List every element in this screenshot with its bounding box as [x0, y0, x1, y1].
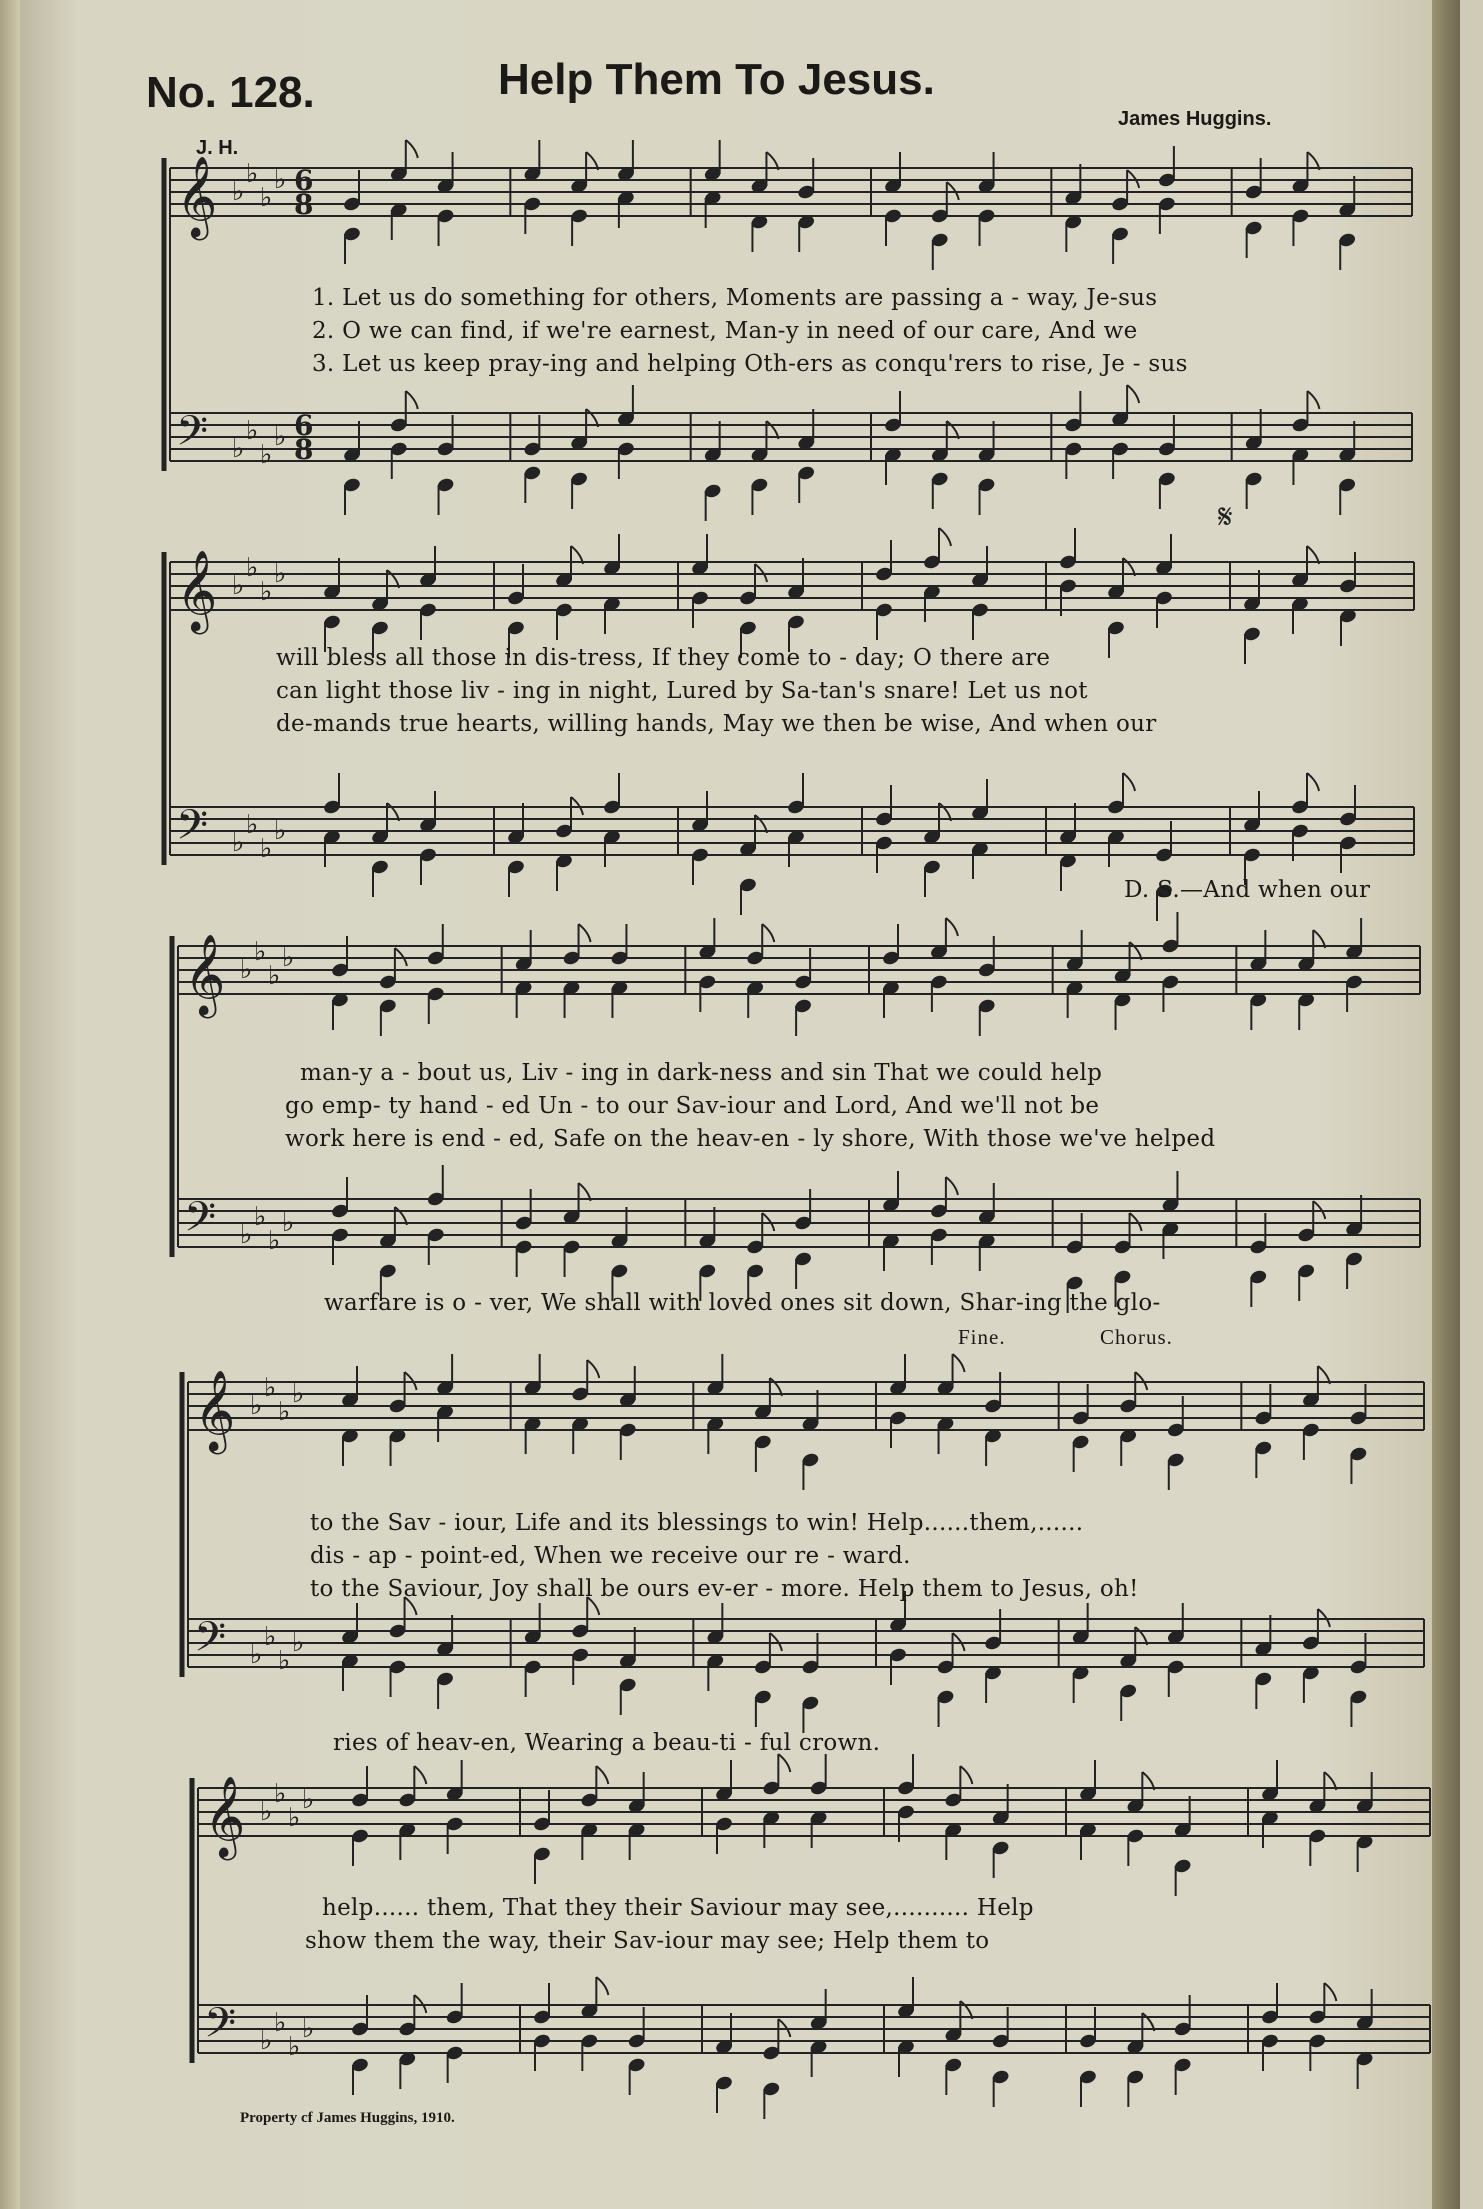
treble-clef-icon: 𝄞: [194, 1369, 236, 1451]
flat-icon: ♭: [264, 1373, 277, 1403]
verse-1-line-system-3: man-y a - bout us, Liv - ing in dark-ness and sin That we could help: [300, 1060, 1103, 1086]
verse-2-line-system-2: can light those liv - ing in night, Lured by Sa-tan's snare! Let us not: [276, 678, 1088, 704]
flat-icon: ♭: [240, 1220, 253, 1250]
note-flag: [1123, 773, 1135, 791]
flat-icon: ♭: [302, 2014, 315, 2044]
note-flag: [946, 1177, 958, 1195]
bass-clef-icon: 𝄢: [184, 1193, 217, 1251]
flat-icon: ♭: [250, 1391, 263, 1421]
flat-icon: ♭: [282, 943, 295, 973]
composer-credit: James Huggins.: [1118, 108, 1272, 130]
note-flag: [946, 918, 958, 936]
flat-icon: ♭: [240, 955, 253, 985]
lyricist-credit: J. H.: [196, 137, 239, 159]
bass-clef-icon: 𝄢: [194, 1613, 227, 1671]
flat-icon: ♭: [282, 1208, 295, 1238]
copyright-footer: Property cf James Huggins, 1910.: [240, 2110, 455, 2126]
flat-icon: ♭: [274, 816, 287, 846]
note-flag: [1127, 385, 1139, 403]
verse-1-line-system-4: to the Sav - iour, Life and its blessings to win! Help......them,......: [310, 1510, 1084, 1536]
note-flag: [414, 1766, 426, 1784]
flat-icon: ♭: [274, 559, 287, 589]
chorus-line-2: show them the way, their Sav-iour may see; Help them to: [305, 1928, 990, 1954]
note-flag: [960, 1766, 972, 1784]
flat-icon: ♭: [274, 2008, 287, 2038]
flat-icon: ♭: [260, 183, 273, 213]
flat-icon: ♭: [260, 2026, 273, 2056]
chorus-line-1: help...... them, That they their Saviour may see,.......... Help: [322, 1895, 1034, 1921]
verse-1-line-system-1: 1. Let us do something for others, Moments are passing a - way, Je-sus: [312, 285, 1158, 311]
flat-icon: ♭: [260, 440, 273, 470]
flat-icon: ♭: [254, 937, 267, 967]
note-flag: [762, 924, 774, 942]
note-flag: [596, 1766, 608, 1784]
flat-icon: ♭: [264, 1622, 277, 1652]
flat-icon: ♭: [260, 577, 273, 607]
ds-lyric-system-3: warfare is o - ver, We shall with loved ones sit down, Shar-ing the glo-: [324, 1290, 1161, 1316]
verse-2-line-system-4: dis - ap - point-ed, When we receive our re - ward.: [310, 1543, 911, 1569]
ds-lyric-system-4: ries of heav-en, Wearing a beau-ti - ful crown.: [333, 1730, 881, 1756]
bass-clef-icon: 𝄢: [176, 801, 209, 859]
flat-icon: ♭: [292, 1379, 305, 1409]
ds-text-system-2: D. S.—And when our: [1124, 877, 1371, 903]
note-flag: [596, 1977, 608, 1995]
flat-icon: ♭: [274, 422, 287, 452]
note-flag: [579, 924, 591, 942]
verse-2-line-system-1: 2. O we can find, if we're earnest, Man-y in need of our care, And we: [312, 318, 1138, 344]
chorus-marking: Chorus.: [1100, 1325, 1173, 1349]
note-flag: [406, 140, 418, 158]
flat-icon: ♭: [274, 165, 287, 195]
flat-icon: ♭: [232, 571, 245, 601]
flat-icon: ♭: [232, 434, 245, 464]
note-flag: [953, 1354, 965, 1372]
treble-clef-icon: 𝄞: [204, 1775, 246, 1857]
treble-clef-icon: 𝄞: [176, 155, 218, 237]
flat-icon: ♭: [254, 1202, 267, 1232]
flat-icon: ♭: [288, 1803, 301, 1833]
time-signature-top: 6: [294, 409, 314, 442]
flat-icon: ♭: [278, 1646, 291, 1676]
fine-marking: Fine.: [958, 1325, 1006, 1349]
note-flag: [778, 1754, 790, 1772]
note-flag: [406, 391, 418, 409]
verse-3-line-system-3: work here is end - ed, Safe on the heav-en - ly shore, With those we've helped: [285, 1126, 1216, 1152]
bass-clef-icon: 𝄢: [176, 407, 209, 465]
treble-clef-icon: 𝄞: [176, 549, 218, 631]
note-flag: [939, 528, 951, 546]
flat-icon: ♭: [268, 961, 281, 991]
flat-icon: ♭: [250, 1640, 263, 1670]
treble-clef-icon: 𝄞: [184, 933, 226, 1015]
flat-icon: ♭: [246, 810, 259, 840]
flat-icon: ♭: [246, 553, 259, 583]
verse-2-line-system-3: go emp- ty hand - ed Un - to our Sav-iour and Lord, And we'll not be: [285, 1093, 1100, 1119]
flat-icon: ♭: [268, 1226, 281, 1256]
flat-icon: ♭: [274, 1779, 287, 1809]
flat-icon: ♭: [246, 159, 259, 189]
verse-3-line-system-4: to the Saviour, Joy shall be ours ev-er - more. Help them to Jesus, oh!: [310, 1576, 1139, 1602]
flat-icon: ♭: [278, 1397, 291, 1427]
flat-icon: ♭: [232, 828, 245, 858]
flat-icon: ♭: [292, 1628, 305, 1658]
time-signature-bottom: 8: [294, 433, 314, 466]
flat-icon: ♭: [260, 1797, 273, 1827]
flat-icon: ♭: [232, 177, 245, 207]
hymn-title: Help Them To Jesus.: [498, 55, 935, 104]
time-signature-top: 6: [294, 164, 314, 197]
verse-3-line-system-2: de-mands true hearts, willing hands, May we then be wise, And when our: [276, 711, 1157, 737]
verse-3-line-system-1: 3. Let us keep pray-ing and helping Oth-ers as conqu'rers to rise, Je - sus: [312, 351, 1188, 377]
note-flag: [587, 1360, 599, 1378]
bass-clef-icon: 𝄢: [204, 1999, 237, 2057]
note-flag: [1307, 391, 1319, 409]
flat-icon: ♭: [246, 416, 259, 446]
note-flag: [1324, 1983, 1336, 2001]
verse-1-line-system-2: will bless all those in dis-tress, If they come to - day; O there are: [276, 645, 1051, 671]
segno-icon: 𝄋: [1218, 497, 1233, 537]
note-flag: [1307, 773, 1319, 791]
time-signature-bottom: 8: [294, 188, 314, 221]
flat-icon: ♭: [288, 2032, 301, 2062]
flat-icon: ♭: [302, 1785, 315, 1815]
hymn-number: No. 128.: [146, 68, 315, 117]
flat-icon: ♭: [260, 834, 273, 864]
